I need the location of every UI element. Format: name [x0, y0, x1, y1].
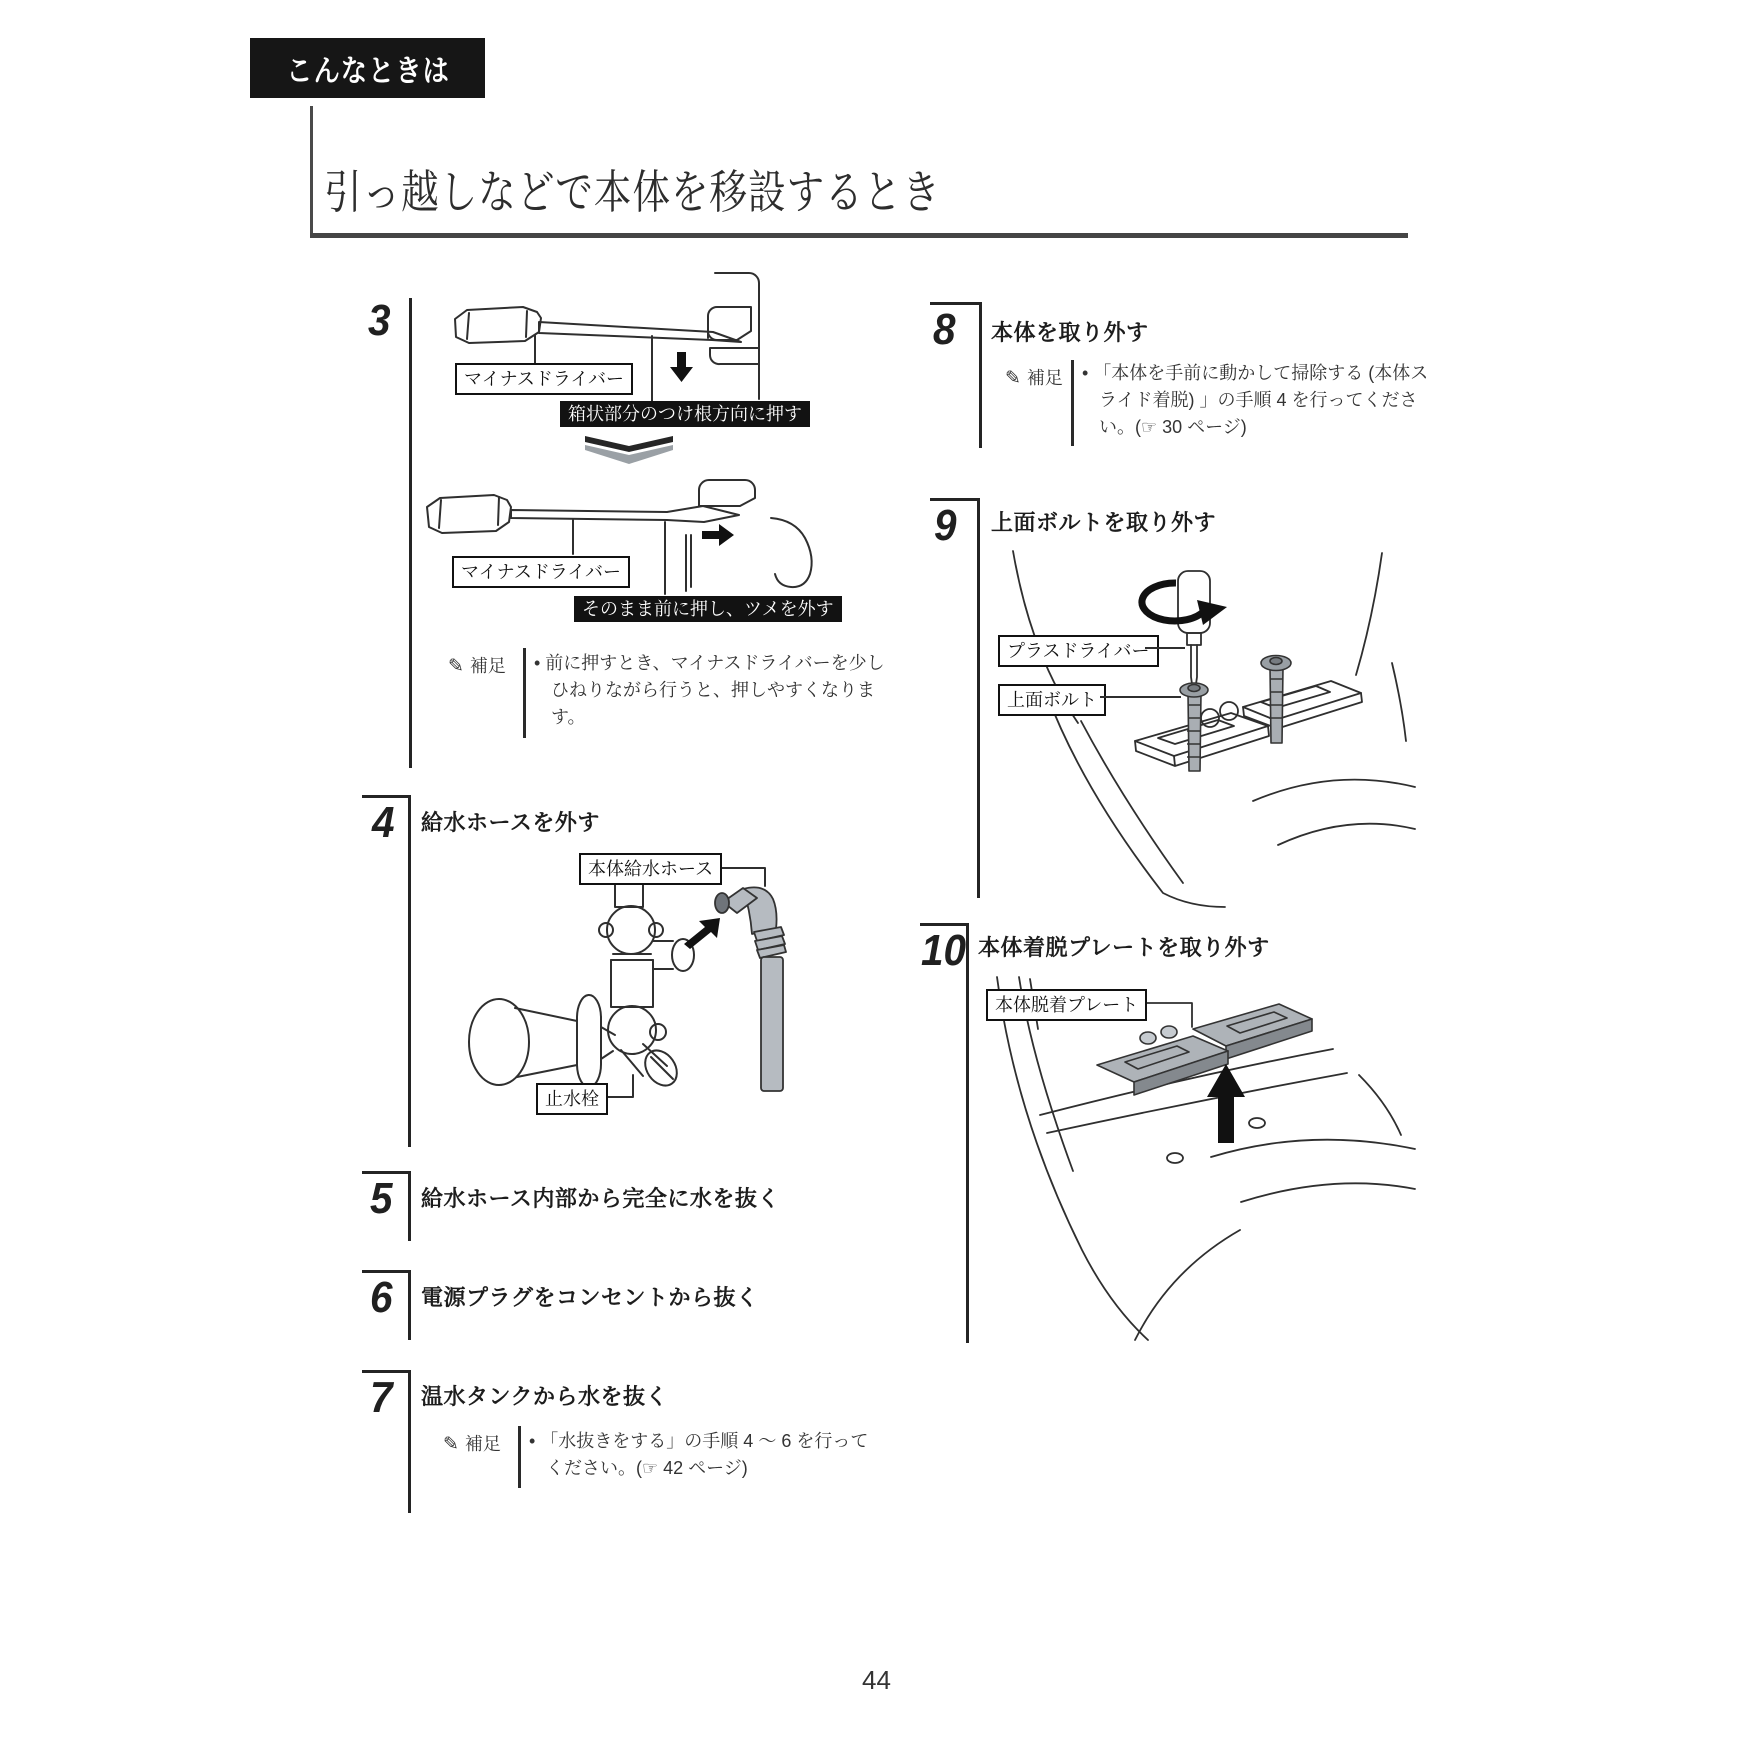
step-10-title: 本体着脱プレートを取り外す: [978, 935, 1270, 960]
note-divider: [518, 1426, 521, 1488]
step-8-number: 8: [933, 305, 956, 354]
note-label: ✎ 補足: [443, 1434, 501, 1455]
step-5-number: 5: [370, 1174, 393, 1223]
callout-top-bolt: 上面ボルト: [998, 684, 1106, 716]
rotate-arrow-icon: [1142, 583, 1227, 625]
pencil-icon: ✎: [448, 656, 464, 677]
section-badge-label: こんなときは: [285, 55, 450, 88]
callout-flathead-screwdriver: マイナスドライバー: [455, 363, 633, 395]
step-4-title: 給水ホースを外す: [421, 810, 600, 835]
title-underline: [310, 233, 1408, 238]
step-8-note: • 「本体を手前に動かして掃除する (本体ス ライド着脱) 」の手順 4 を行ってくださ い。(☞ 30 ページ): [1082, 363, 1429, 437]
callout-leaders: [985, 545, 1415, 907]
callout-push-toward-root: 箱状部分のつけ根方向に押す: [560, 401, 810, 427]
water-valve-illustration: [455, 845, 805, 1137]
note-divider: [1071, 360, 1074, 446]
step-7-note: • 「水抜きをする」の手順 4 ～ 6 を行って ください。(☞ 42 ページ): [529, 1431, 869, 1478]
callout-push-forward: そのまま前に押し、ツメを外す: [574, 596, 842, 622]
note-label: ✎ 補足: [448, 656, 506, 677]
callout-mounting-plate: 本体脱着プレート: [986, 989, 1147, 1021]
step-8-title: 本体を取り外す: [991, 320, 1149, 345]
step-3-rule: [409, 298, 412, 768]
right-arrow-icon: [702, 524, 734, 546]
callout-shutoff-valve: 止水栓: [536, 1083, 608, 1115]
page-title: 引っ越しなどで本体を移設するとき: [324, 166, 941, 218]
step-3-note: • 前に押すとき、マイナスドライバーを少し ひねりながら行うと、押しやすくなりま す。: [534, 653, 885, 727]
chevron-down-icon: [585, 436, 673, 464]
step-9-title: 上面ボルトを取り外す: [991, 510, 1217, 535]
step-4-number: 4: [372, 798, 395, 847]
step-9-rule: [977, 498, 980, 898]
mounting-plate-illustration: [985, 975, 1415, 1340]
callout-supply-hose: 本体給水ホース: [579, 853, 722, 885]
step-6-rule: [408, 1270, 411, 1340]
step-10-number: 10: [921, 926, 967, 975]
step-10-rule: [966, 923, 969, 1343]
step-8-rule: [979, 302, 982, 448]
note-divider: [523, 648, 526, 738]
top-bolt-illustration: [985, 545, 1415, 907]
page-number: 44: [862, 1665, 891, 1695]
title-vertical-rule: [310, 106, 313, 237]
step-4-rule: [408, 795, 411, 1147]
step-7-number: 7: [370, 1373, 393, 1422]
up-arrow-icon: [1207, 1064, 1245, 1143]
step-6-number: 6: [370, 1273, 393, 1322]
step-3-number: 3: [368, 296, 391, 345]
callout-flathead-screwdriver-2: マイナスドライバー: [452, 556, 630, 588]
step-5-rule: [408, 1171, 411, 1241]
pencil-icon: ✎: [1005, 368, 1021, 389]
pull-arrow-icon: [684, 918, 720, 949]
note-label: ✎ 補足: [1005, 368, 1063, 389]
step-7-rule: [408, 1370, 411, 1513]
section-badge: [250, 38, 485, 98]
callout-phillips-screwdriver: プラスドライバー: [998, 635, 1159, 667]
step-9-number: 9: [934, 501, 957, 550]
pencil-icon: ✎: [443, 1434, 459, 1455]
step-7-title: 温水タンクから水を抜く: [421, 1384, 669, 1409]
step-5-title: 給水ホース内部から完全に水を抜く: [421, 1186, 780, 1211]
step-6-title: 電源プラグをコンセントから抜く: [421, 1285, 759, 1310]
down-arrow-icon: [670, 352, 693, 382]
